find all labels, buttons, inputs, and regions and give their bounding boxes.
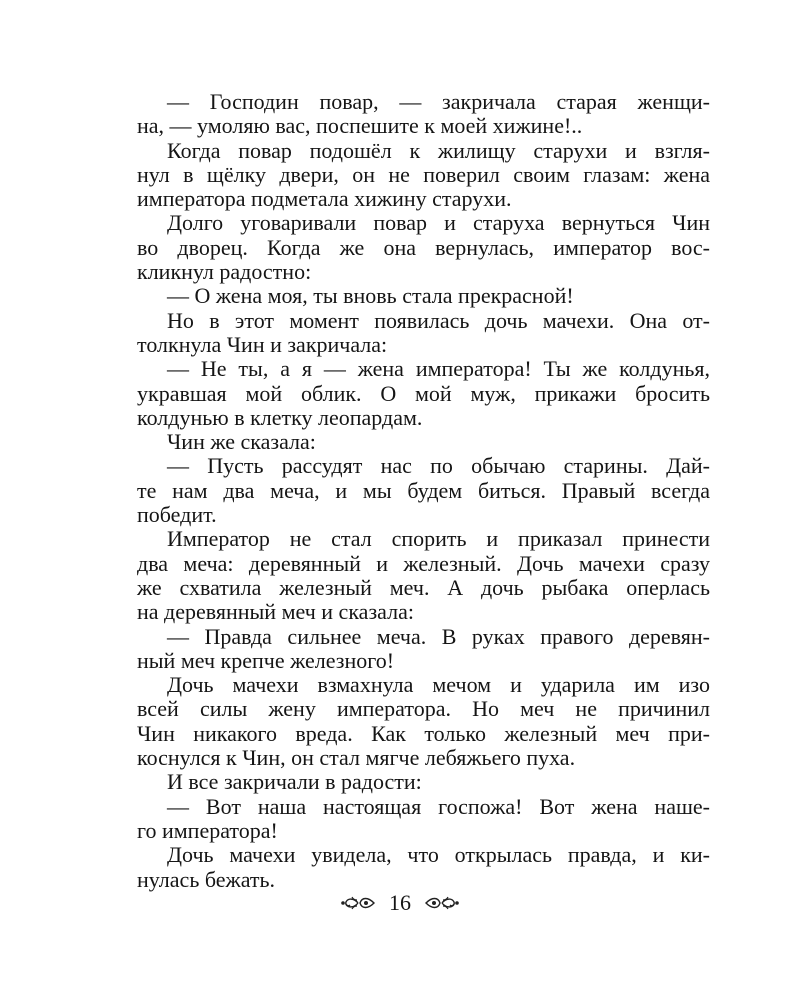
text-line: Император не стал спорить и приказал принести xyxy=(167,526,710,552)
text-line: два меча: деревянный и железный. Дочь мачехи сразу xyxy=(137,550,710,576)
text-line: кликнул радостно: xyxy=(137,259,312,285)
page-text xyxy=(137,90,710,892)
text-line: ный меч крепче железного! xyxy=(137,647,395,673)
text-line: на, — умоляю вас, поспешите к моей хижине!.. xyxy=(137,113,583,139)
text-line: укравшая мой облик. О мой муж, прикажи бросить xyxy=(137,380,710,406)
text-line: императора подметала хижину старухи. xyxy=(137,186,512,212)
text-line: во дворец. Когда же она вернулась, император вос- xyxy=(137,234,710,260)
text-line: Долго уговаривали повар и старуха вернуться Чин xyxy=(167,210,710,236)
text-line: го императора! xyxy=(137,817,278,843)
text-line: нул в щёлку двери, он не поверил своим глазам: жена xyxy=(137,161,710,187)
text-line: — О жена моя, ты вновь стала прекрасной! xyxy=(167,283,574,309)
text-line: И все закричали в радости: xyxy=(167,769,422,795)
text-line: — Пусть рассудят нас по обычаю старины. Дай- xyxy=(167,453,710,479)
text-line: Чин никакого вреда. Как только железный меч при- xyxy=(137,720,710,746)
text-line: — Вот наша настоящая госпожа! Вот жена наше- xyxy=(167,793,710,819)
text-line: Но в этот момент появилась дочь мачехи. Она от- xyxy=(167,307,710,333)
text-line: же схватила железный меч. А дочь рыбака оперлась xyxy=(137,574,710,600)
text-line: Дочь мачехи увидела, что открылась правда, и ки- xyxy=(167,842,710,868)
text-line: — Не ты, а я — жена императора! Ты же колдунья, xyxy=(167,356,710,382)
text-line: колдунью в клетку леопардам. xyxy=(137,404,423,430)
floral-ornament-right-icon xyxy=(424,893,460,913)
text-line: победит. xyxy=(137,502,217,528)
text-line: нулась бежать. xyxy=(137,866,276,892)
page-number: 16 xyxy=(389,890,411,915)
floral-ornament-left-icon xyxy=(340,893,376,913)
text-line: — Господин повар, — закричала старая женщи- xyxy=(167,89,710,114)
text-line: Чин же сказала: xyxy=(167,429,316,455)
text-line: те нам два меча, и мы будем биться. Правый всегда xyxy=(137,477,710,503)
text-line: всей силы жену императора. Но меч не причинил xyxy=(137,696,710,722)
text-line: коснулся к Чин, он стал мягче лебяжьего пуха. xyxy=(137,745,576,771)
text-line: Когда повар подошёл к жилищу старухи и взгля- xyxy=(167,137,710,163)
text-line: Дочь мачехи взмахнула мечом и ударила им изо xyxy=(167,672,710,698)
page-footer xyxy=(0,890,800,916)
text-line: — Правда сильнее меча. В руках правого деревян- xyxy=(167,623,710,649)
text-line: толкнула Чин и закричала: xyxy=(137,331,388,357)
text-line: на деревянный меч и сказала: xyxy=(137,599,414,625)
